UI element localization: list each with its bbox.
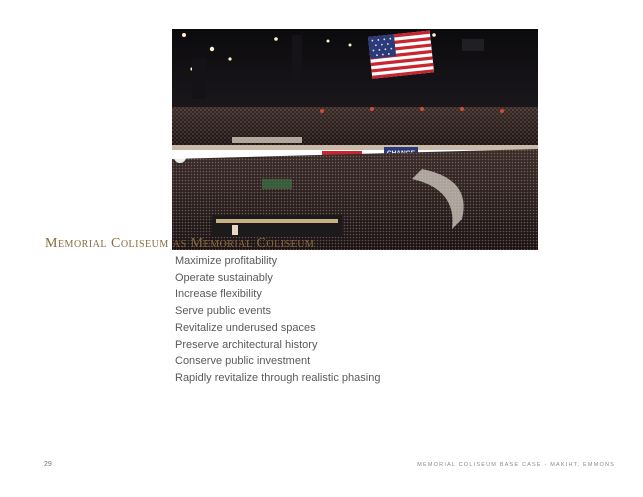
objectives-list (175, 253, 380, 387)
arena-photo-graphic (172, 29, 538, 250)
footer-credit: MEMORIAL COLISEUM BASE CASE - MAKIHT, EMMONS (417, 462, 615, 468)
arena-photo (172, 29, 538, 250)
list-item: Increase flexibility (175, 288, 262, 301)
section-heading: Memorial Coliseum as Memorial Coliseum (45, 236, 315, 251)
list-item: Rapidly revitalize through realistic phasing (175, 371, 381, 384)
list-item: Operate sustainably (175, 271, 273, 284)
list-item: Maximize profitability (175, 255, 278, 267)
american-flag (368, 31, 434, 79)
list-item: Conserve public investment (175, 355, 311, 368)
list-item: Revitalize underused spaces (175, 321, 316, 334)
list-item: Serve public events (175, 305, 271, 318)
list-item: Preserve architectural history (175, 338, 318, 351)
page-number: 29 (44, 461, 52, 468)
stage-lighting (216, 219, 338, 223)
